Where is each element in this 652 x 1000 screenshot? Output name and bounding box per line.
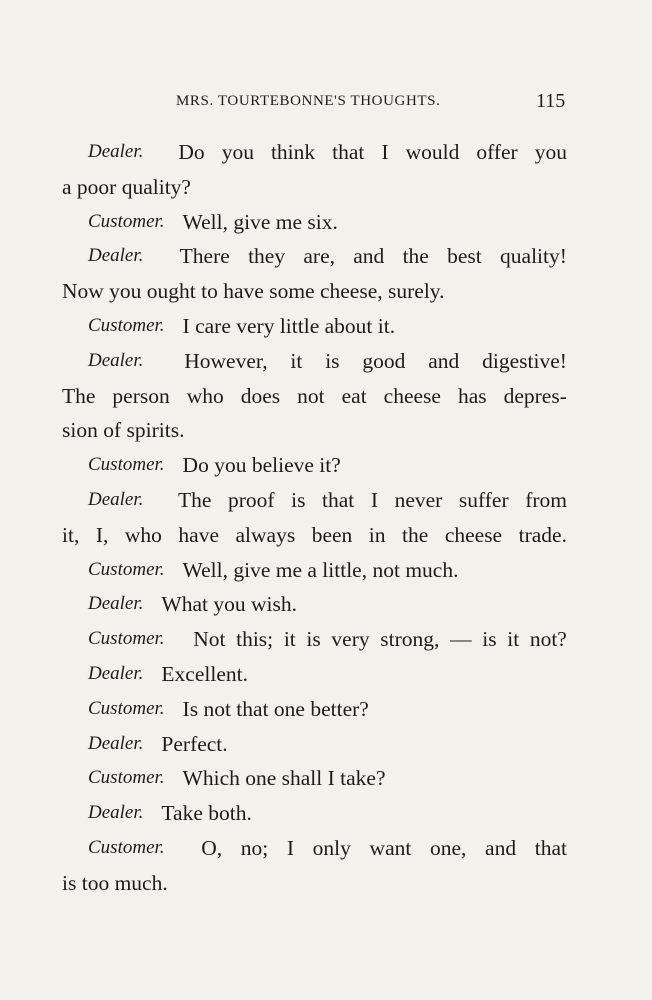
word: and xyxy=(485,835,517,860)
word: it xyxy=(507,627,520,652)
word: never xyxy=(394,487,443,512)
text-line xyxy=(62,274,567,309)
word: very xyxy=(331,627,370,652)
word: The xyxy=(62,383,96,408)
word: digestive! xyxy=(482,348,567,373)
word: one, xyxy=(429,835,467,860)
page-number: 115 xyxy=(536,90,566,112)
speaker-name: Customer. xyxy=(88,836,165,858)
text-line xyxy=(62,379,567,414)
speaker-name: Customer. xyxy=(88,454,165,476)
line-text: Now you ought to have some cheese, surely. xyxy=(62,279,445,304)
text-line xyxy=(62,170,567,205)
speaker-name: Dealer. xyxy=(88,349,144,371)
text-line xyxy=(62,448,567,483)
word: and xyxy=(353,244,385,269)
text-line xyxy=(62,135,567,170)
dialogue-text xyxy=(62,135,567,901)
text-line xyxy=(62,205,567,240)
word: who xyxy=(186,383,224,408)
word: from xyxy=(525,487,567,512)
word: good xyxy=(362,348,406,373)
word: that xyxy=(322,487,355,512)
word: that xyxy=(534,835,567,860)
text-line xyxy=(62,692,567,727)
text-line xyxy=(62,553,567,588)
word: are, xyxy=(303,244,335,269)
line-text: Perfect. xyxy=(161,731,228,756)
line-text: What you wish. xyxy=(161,592,297,617)
word: you xyxy=(221,140,254,164)
word: quality! xyxy=(500,244,567,269)
word: has xyxy=(457,383,487,408)
line-text: sion of spirits. xyxy=(62,418,185,443)
word: trade. xyxy=(518,522,567,547)
line-text: Do you believe it? xyxy=(182,453,341,478)
word: does xyxy=(240,383,281,408)
word: it xyxy=(283,627,296,652)
line-text: Well, give me a little, not much. xyxy=(182,557,459,582)
word: O, xyxy=(201,835,223,860)
word: this; xyxy=(236,627,274,652)
word: strong, xyxy=(380,627,440,652)
text-line xyxy=(62,518,567,553)
line-text: Take both. xyxy=(161,801,252,826)
speaker-name: Customer. xyxy=(88,628,165,650)
word: is xyxy=(306,627,321,652)
word: would xyxy=(405,140,460,164)
word: it, xyxy=(62,522,80,547)
word: There xyxy=(179,244,230,269)
word: best xyxy=(447,244,482,269)
word: — xyxy=(450,627,472,652)
word: depres- xyxy=(503,383,567,408)
word: that xyxy=(332,140,365,164)
word: The xyxy=(177,487,212,512)
word: offer xyxy=(476,140,518,164)
speaker-name: Dealer. xyxy=(88,732,144,754)
word: you xyxy=(534,140,567,164)
running-head-title: MRS. TOURTEBONNE'S THOUGHTS. xyxy=(176,93,441,109)
line-text: Well, give me six. xyxy=(182,209,338,234)
word: Not xyxy=(193,627,226,652)
text-line xyxy=(62,657,567,692)
word: only xyxy=(312,835,351,860)
text-line xyxy=(62,866,567,901)
word: always xyxy=(235,522,296,547)
word: they xyxy=(248,244,286,269)
text-line xyxy=(62,239,567,274)
word: no; xyxy=(240,835,269,860)
word: suffer xyxy=(458,487,509,512)
speaker-name: Customer. xyxy=(88,210,165,232)
text-line xyxy=(62,413,567,448)
running-head xyxy=(0,90,652,114)
word: and xyxy=(428,348,460,373)
speaker-name: Dealer. xyxy=(88,245,144,267)
text-line xyxy=(62,796,567,831)
speaker-name: Customer. xyxy=(88,558,165,580)
line-text: Is not that one better? xyxy=(182,696,369,721)
text-line xyxy=(62,622,567,657)
word: who xyxy=(124,522,162,547)
word: the xyxy=(402,244,429,269)
word: been xyxy=(311,522,353,547)
word: I xyxy=(370,487,378,512)
speaker-name: Dealer. xyxy=(88,662,144,684)
text-line xyxy=(62,727,567,762)
text-line xyxy=(62,309,567,344)
word: is xyxy=(291,487,306,512)
speaker-name: Dealer. xyxy=(88,141,144,162)
word: I, xyxy=(95,522,109,547)
word: the xyxy=(402,522,429,547)
word: not? xyxy=(529,627,567,652)
word: eat xyxy=(341,383,367,408)
speaker-name: Dealer. xyxy=(88,802,144,824)
word: cheese xyxy=(383,383,441,408)
word: person xyxy=(112,383,170,408)
speaker-name: Customer. xyxy=(88,314,165,336)
speaker-name: Dealer. xyxy=(88,593,144,615)
text-line xyxy=(62,344,567,379)
word: proof xyxy=(227,487,275,512)
word: it xyxy=(290,348,303,373)
word: However, xyxy=(184,348,268,373)
text-line xyxy=(62,761,567,796)
text-line xyxy=(62,587,567,622)
line-text: a poor quality? xyxy=(62,174,191,199)
line-text: Which one shall I take? xyxy=(182,766,386,791)
speaker-name: Customer. xyxy=(88,697,165,719)
word: is xyxy=(325,348,340,373)
text-line xyxy=(62,831,567,866)
speaker-name: Customer. xyxy=(88,767,165,789)
speaker-name: Dealer. xyxy=(88,488,144,510)
word: want xyxy=(369,835,412,860)
text-line xyxy=(62,483,567,518)
word: in xyxy=(368,522,386,547)
line-text: I care very little about it. xyxy=(182,313,396,338)
word: is xyxy=(482,627,497,652)
word: I xyxy=(286,835,295,860)
word: have xyxy=(178,522,219,547)
line-text: is too much. xyxy=(62,870,168,895)
line-text: Excellent. xyxy=(161,661,248,686)
word: I xyxy=(381,140,389,164)
word: not xyxy=(297,383,325,408)
word: cheese xyxy=(444,522,503,547)
word: think xyxy=(270,140,316,164)
word: Do xyxy=(178,140,205,164)
